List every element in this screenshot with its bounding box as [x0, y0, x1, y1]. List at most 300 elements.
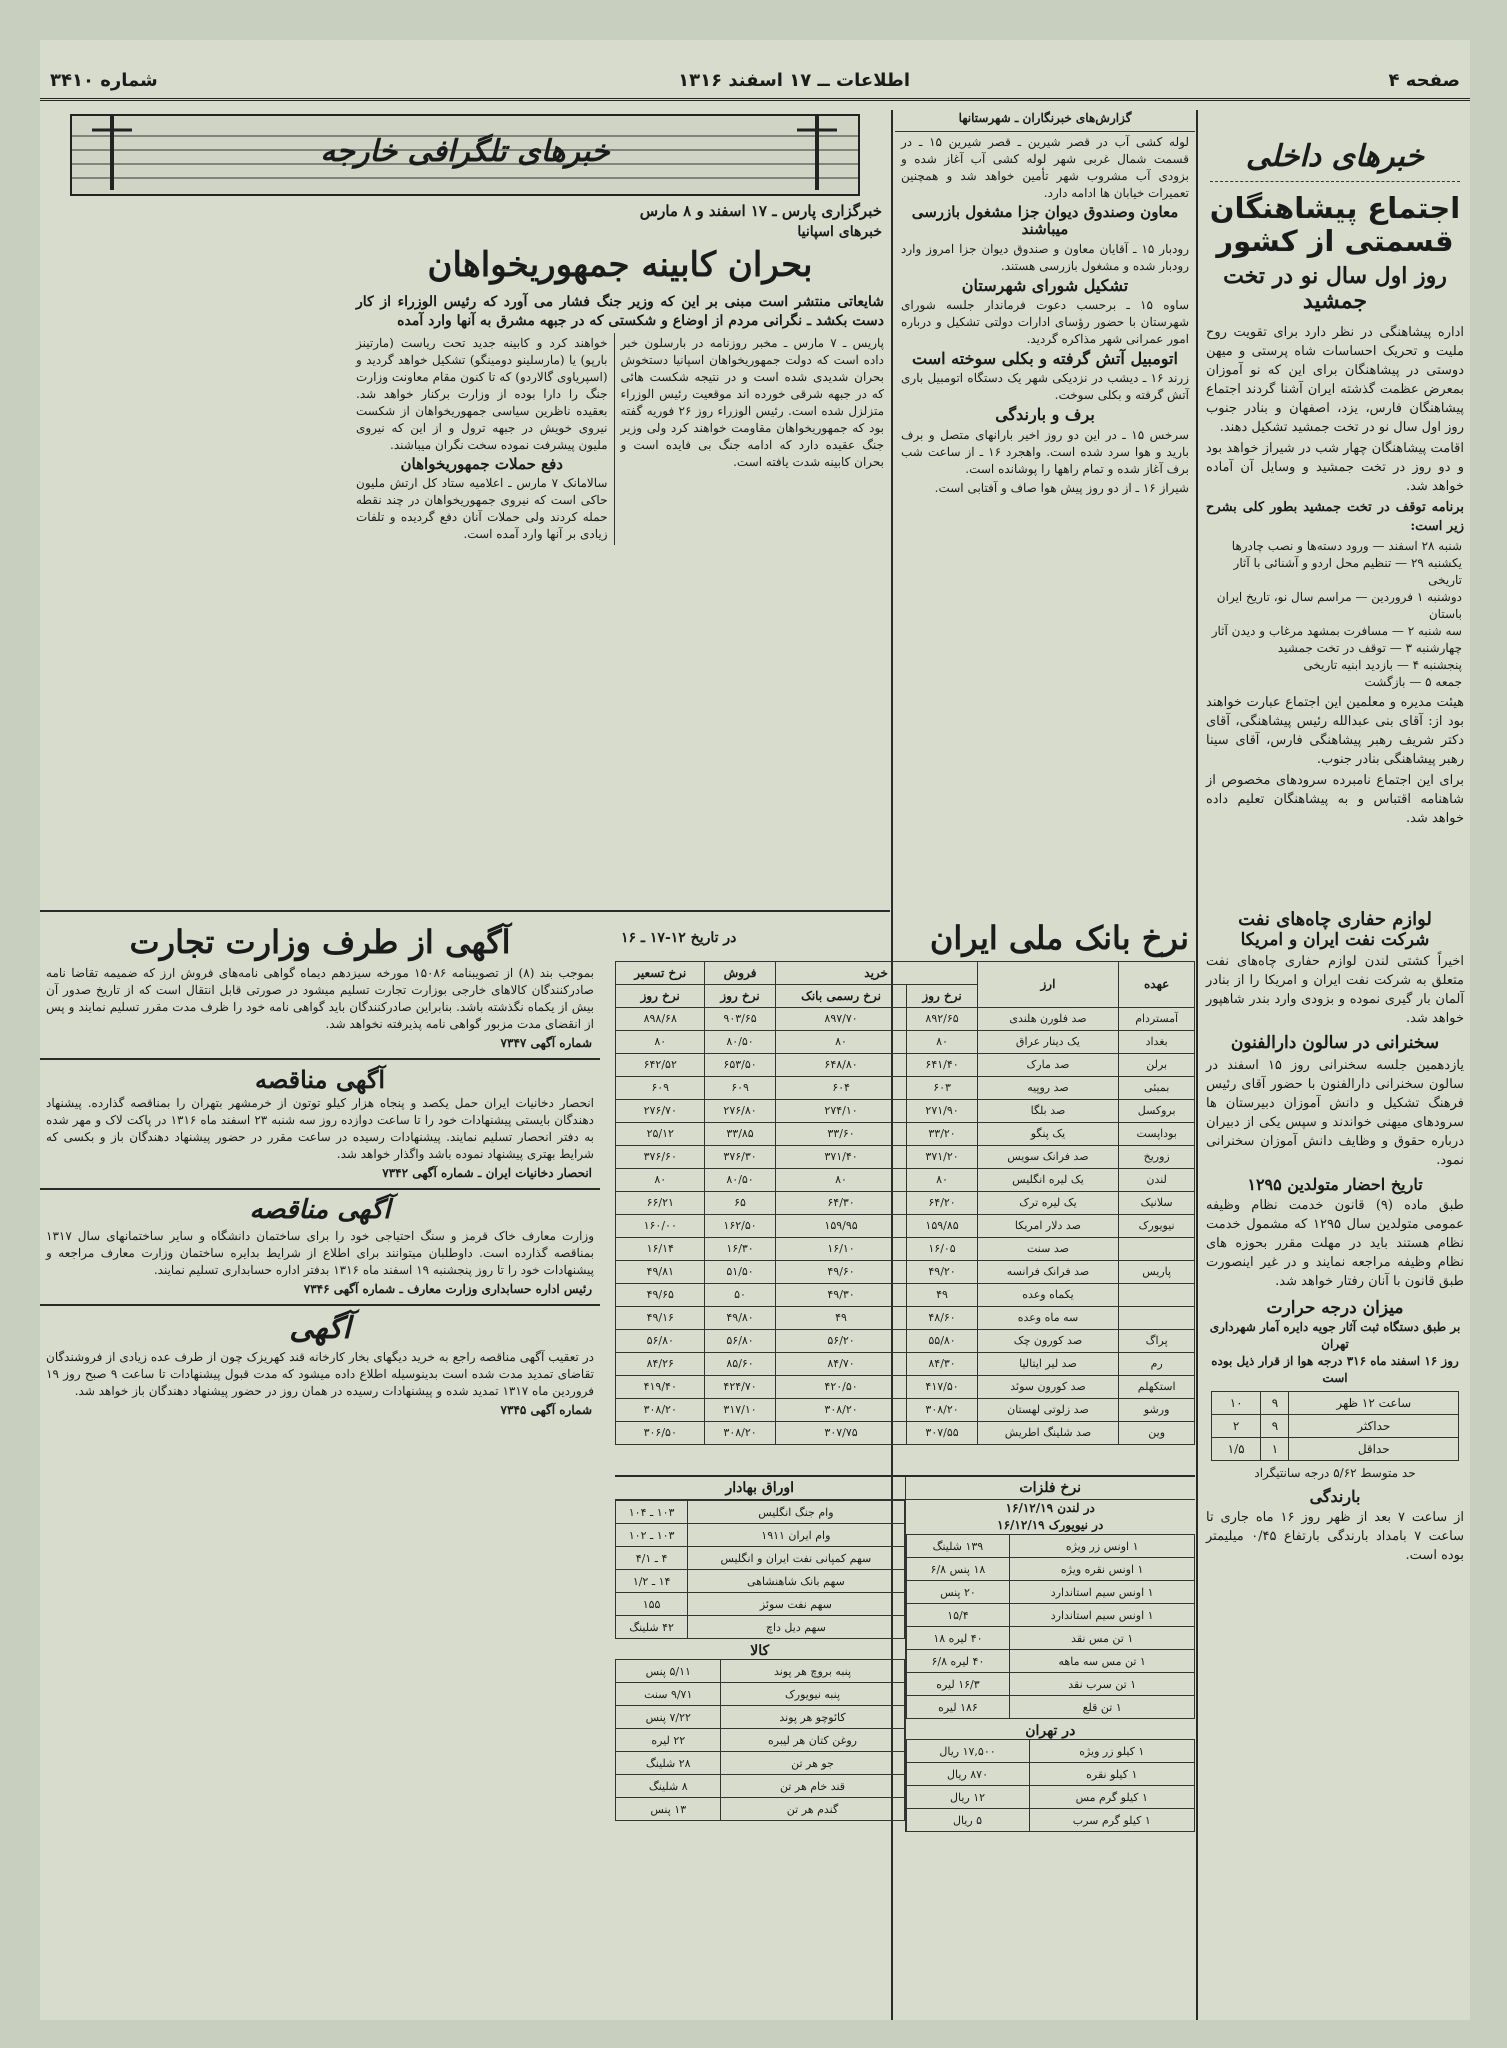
table-cell: ۸۰/۵۰	[705, 1168, 775, 1191]
table-cell: صد مارک	[977, 1053, 1119, 1076]
table-cell: ۳۷۶/۶۰	[616, 1145, 705, 1168]
table-cell: ۳۰۶/۵۰	[616, 1421, 705, 1444]
masthead	[40, 68, 1470, 101]
birth-text: طبق ماده (۹) قانون خدمت نظام وظیفه عمومی متولدین سال ۱۲۹۵ که مشمول خدمت نظام هستند باید در مهلت مقرر بحوزه های نظام وظیفه مراجعه نمایند و در غیر اینصورت طبق قانون با آنان رفتار خواهد شد.	[1206, 1198, 1464, 1290]
goods-title: کالا	[750, 1643, 770, 1659]
table-cell: زوریخ	[1119, 1145, 1195, 1168]
table-cell: ۸۹۸/۶۸	[616, 1007, 705, 1030]
domestic-paragraph: هیئت مدیره و معلمین این اجتماع عبارت خواهند بود از: آقای بنی عبدالله رئیس پیشاهنگی، آقای دکتر شریف رهبر پیشاهنگی فارس، آقای سینا رهبر پیشاهنگی بنادر جنوب.	[1206, 694, 1464, 767]
trade-ad-text: بموجب بند (۸) از تصویبنامه ۱۵۰۸۶ مورخه سیزدهم دیماه گواهی نامه‌های فروش ارز که ضمیمه تقاضا نامه صادرکنندگان کالاهای خارجی بوزارت تجارت تسلیم میشود در صورتی قابل انتقال است که از تاریخ صدور آن بیش از یکماه نگذشته باشد. بنابراین صادرکنندگان باید گواهی نامه خود را ظرف مدت مقرر تسلیم نمایند و پس از انقضای مدت مزبور گواهی نامه پذیرفته نخواهد شد.	[46, 965, 595, 1031]
table-cell: ۲۲ لیره	[616, 1729, 721, 1752]
foreign-content	[350, 202, 890, 545]
table-cell: ۴۹/۸۱	[616, 1260, 705, 1283]
bank-rates-table	[615, 961, 1195, 1445]
rain-title: بارندگی	[1309, 1486, 1361, 1506]
metals-table	[906, 1534, 1196, 1719]
column-header: نرخ رسمی بانک	[775, 984, 907, 1007]
table-row	[906, 1696, 1195, 1719]
table-cell: ۴۲ شلینگ	[616, 1616, 688, 1639]
table-cell: وام جنگ انگلیس	[688, 1501, 904, 1524]
table-cell: ۴۲۴/۷۰	[705, 1375, 775, 1398]
cities-paragraph: رودبار ۱۵ ـ آقایان معاون و صندوق دیوان جزا امروز وارد رودبار شده و مشغول بازرسی هستند.	[901, 241, 1190, 273]
table-cell: ۸ شلینگ	[616, 1775, 721, 1798]
weather-subtitle-2: روز ۱۶ اسفند ماه ۳۱۶ درجه هوا از قرار ذیل بوده است	[1211, 1353, 1459, 1385]
table-row	[616, 1421, 1195, 1444]
table-row	[616, 1570, 905, 1593]
table-cell: ۸۰	[907, 1030, 977, 1053]
cities-heading: برف و بارندگی	[995, 405, 1095, 425]
table-cell: ۸۴/۲۶	[616, 1352, 705, 1375]
table-row	[616, 1524, 905, 1547]
table-cell: برلن	[1119, 1053, 1195, 1076]
column-header: خرید	[775, 961, 977, 984]
cities-section-title: گزارش‌های خبرنگاران ـ شهرستانها	[895, 110, 1195, 132]
table-cell: ۶۶/۲۱	[616, 1191, 705, 1214]
table-row	[616, 1237, 1195, 1260]
table-cell: ۱ تن قلع	[1010, 1696, 1195, 1719]
news-agency: خبرگزاری پارس ـ ۱۷ اسفند و ۸ مارس	[639, 202, 882, 220]
table-cell: ۴۹/۱۶	[616, 1306, 705, 1329]
table-row	[906, 1558, 1195, 1581]
table-cell: ۴۲۰/۵۰	[775, 1375, 907, 1398]
foreign-banner	[70, 114, 860, 196]
table-cell: ۳۱۷/۱۰	[705, 1398, 775, 1421]
notice-text: در تعقیب آگهی مناقصه راجع به خرید دیگهای بخار کارخانه قند کهریزک چون از طرف عده زیادی از فروشندگان تقاضای تمدید مدت شده است بدینوسیله اطلاع داده میشود که مدت قبول پیشنهادات تا ساعت ۹ صبح روز ۱۹ فروردین ماه ۱۳۱۷ تمدید شده و پیشنهادات رسیده در همان روز در حضور پیشنهاد دهندگان باز خواهد شد.	[46, 1349, 594, 1398]
table-cell: ۲	[1211, 1414, 1261, 1437]
metals-nyc: در نیویورک ۱۶/۱۲/۱۹	[997, 1518, 1104, 1532]
table-cell: ۵۵/۸۰	[907, 1329, 977, 1352]
tender2-footer: رئیس اداره حسابداری وزارت معارف ـ شماره آگهی ۷۳۴۶	[303, 1282, 592, 1297]
table-cell: صد کورون چک	[977, 1329, 1119, 1352]
newspaper-page	[40, 40, 1470, 2020]
column-header: نرخ روز	[705, 984, 775, 1007]
attack-title: دفع حملات جمهوریخواهان	[400, 455, 563, 474]
issue-number: شماره ۳۴۱۰	[50, 70, 158, 91]
table-cell: ۱/۵	[1211, 1437, 1261, 1460]
table-cell: ۱۵۹/۸۵	[907, 1214, 977, 1237]
table-row	[616, 1145, 1195, 1168]
table-cell: ۱۶/۱۴	[616, 1237, 705, 1260]
table-cell: ۸۰	[907, 1168, 977, 1191]
lecture-title: سخنرانی در سالون دارالفنون	[1230, 1033, 1440, 1054]
table-cell: یک پنگو	[977, 1122, 1119, 1145]
column-header: فروش	[705, 961, 775, 984]
table-row	[616, 1099, 1195, 1122]
table-row	[616, 1593, 905, 1616]
table-row	[616, 1660, 905, 1683]
table-cell: ۱ تن سرب نقد	[1010, 1673, 1195, 1696]
table-cell: ۸۰	[616, 1168, 705, 1191]
table-cell: پاریس	[1119, 1260, 1195, 1283]
table-cell: صد فلورن هلندی	[977, 1007, 1119, 1030]
column-header: نرخ روز	[616, 984, 705, 1007]
table-cell: ۴۸/۶۰	[907, 1306, 977, 1329]
cities-heading: اتومبیل آتش گرفته و بکلی سوخته است	[912, 348, 1178, 368]
notice-footer: شماره آگهی ۷۳۴۵	[500, 1402, 592, 1417]
table-cell: ۷/۲۲ پنس	[616, 1706, 721, 1729]
metals-block	[905, 1477, 1196, 1832]
table-cell: ۱۶۲/۵۰	[705, 1214, 775, 1237]
table-cell	[1119, 1237, 1195, 1260]
table-cell: وین	[1119, 1421, 1195, 1444]
table-cell: بمبئی	[1119, 1076, 1195, 1099]
table-cell: ۱۵۹/۹۵	[775, 1214, 907, 1237]
page-number: صفحه ۴	[1388, 70, 1460, 91]
table-cell: ۶۰۹	[705, 1076, 775, 1099]
notice-title: آگهی	[289, 1311, 351, 1347]
table-row	[616, 1030, 1195, 1053]
table-cell: ۵ ریال	[906, 1809, 1029, 1832]
table-cell: قند خام هر تن	[721, 1775, 904, 1798]
table-cell: حداقل	[1289, 1437, 1459, 1460]
ads-column	[40, 920, 600, 1421]
foreign-lead: شایعاتی منتشر است مبنی بر این که وزیر جنگ فشار می آورد که رئیس الوزراء از کار دست بکشد ـ نگرانی مردم از اوضاع و شکستی که در جبهه مشرق به آنها وارد آمده	[356, 294, 884, 330]
issue-date: اطلاعات ــ ۱۷ اسفند ۱۳۱۶	[678, 70, 910, 91]
table-cell: ۳۰۸/۲۰	[775, 1398, 907, 1421]
table-cell: روغن کتان هر لیبره	[721, 1729, 904, 1752]
table-cell: ۴۹/۶۵	[616, 1283, 705, 1306]
table-cell: ۱۰	[1211, 1391, 1261, 1414]
table-row	[616, 1191, 1195, 1214]
table-row	[616, 1076, 1195, 1099]
table-cell: ۴۰ لیره ۶/۸	[906, 1650, 1010, 1673]
bonds-block	[615, 1477, 905, 1832]
bonds-table	[615, 1500, 905, 1639]
table-cell: جو هر تن	[721, 1752, 904, 1775]
table-cell: لندن	[1119, 1168, 1195, 1191]
table-cell: ۶۰۳	[907, 1076, 977, 1099]
table-cell: ۳۳/۶۰	[775, 1122, 907, 1145]
table-row	[616, 1306, 1195, 1329]
table-cell: صد لیر ایتالیا	[977, 1352, 1119, 1375]
table-cell: ۱۴ ـ ۱/۲	[616, 1570, 688, 1593]
table-cell: بروکسل	[1119, 1099, 1195, 1122]
table-cell: ۱ اونس سیم استاندارد	[1010, 1581, 1195, 1604]
table-cell: ۴۹	[907, 1283, 977, 1306]
foreign-headline: بحران کابینه جمهوریخواهان	[427, 245, 813, 285]
table-row	[616, 1053, 1195, 1076]
domestic-news-column	[1200, 110, 1470, 830]
tender1-title: آگهی مناقصه	[254, 1064, 386, 1094]
news-country: خبرهای اسپانیا	[797, 224, 882, 240]
table-cell: صد سنت	[977, 1237, 1119, 1260]
table-cell: ۲۵/۱۲	[616, 1122, 705, 1145]
program-item: چهارشنبه ۳ — توقف در تخت جمشید	[1277, 640, 1462, 655]
table-cell: ۳۰۷/۷۵	[775, 1421, 907, 1444]
table-cell: صد بلگا	[977, 1099, 1119, 1122]
table-cell: ۸۰	[775, 1030, 907, 1053]
domestic-subheadline: روز اول سال نو در تخت جمشید	[1223, 263, 1447, 315]
table-cell: ۴ ـ ۴/۱	[616, 1547, 688, 1570]
table-cell: ۸۴/۷۰	[775, 1352, 907, 1375]
foreign-text: خواهند کرد و کابینه جدید تحت ریاست (مارتینز بارپو) یا (مارسلینو دومینگو) تشکیل خواهد گردید و (اسپریاوی گالاردو) که تا کنون مقام معاونت وزارت جنگ را دارا بوده از وزارت برکنار خواهد شد. بعقیده ناظرین سیاسی جمهوریخواهان از شکست نیروی خویش در جبهه ترول و از این که نیروی ملیون پیشرفت نموده سخت نگران میباشند.	[356, 336, 608, 453]
cities-heading: معاون وصندوق دیوان جزا مشغول بازرسی میباشند	[911, 203, 1179, 239]
table-cell: یک دینار عراق	[977, 1030, 1119, 1053]
goods-table	[615, 1659, 905, 1821]
table-cell: وام ایران ۱۹۱۱	[688, 1524, 904, 1547]
table-cell: ۸۰	[775, 1168, 907, 1191]
foreign-columns	[350, 333, 890, 545]
table-cell: ۸۷۰ ریال	[906, 1763, 1029, 1786]
table-cell: ۱۲ ریال	[906, 1786, 1029, 1809]
foreign-banner-title: خبرهای تلگرافی خارجه	[320, 134, 610, 169]
bank-table-body	[616, 1007, 1195, 1444]
table-cell: صد شلینگ اطریش	[977, 1421, 1119, 1444]
table-cell: یک لیره ترک	[977, 1191, 1119, 1214]
table-cell: ۴۰ لیره ۱۸	[906, 1627, 1010, 1650]
domestic-section-title: خبرهای داخلی	[1245, 139, 1425, 174]
table-cell: ۴۹/۶۰	[775, 1260, 907, 1283]
table-row	[906, 1763, 1195, 1786]
table-row	[906, 1604, 1195, 1627]
foreign-text: پاریس ـ ۷ مارس ـ مخبر روزنامه در بارسلون خبر داده است که دولت جمهوریخواهان اسپانیا دستخوش بحران شدیدی شده است و در نتیجه شکست هائی که در جبهه شرقی خورده اند موقعیت رئیس الوزراء متزلزل شده است. رئیس الوزراء روز ۲۶ فوریه گفته بود که جمهوریخواهان مقاومت خواهند کرد ولی وزیر جنگ عقیده دارد که ادامه جنگ بی فایده است و بحران کابینه شدت یافته است.	[620, 336, 885, 470]
metals-london: در لندن ۱۶/۱۲/۱۹	[1005, 1501, 1095, 1515]
program-item: سه شنبه ۲ — مسافرت بمشهد مرغاب و دیدن آثار	[1211, 623, 1462, 638]
program-item: شنبه ۲۸ اسفند — ورود دسته‌ها و نصب چادرها	[1231, 538, 1462, 553]
table-cell: ۲۷۱/۹۰	[907, 1099, 977, 1122]
table-cell: ۸۹۲/۶۵	[907, 1007, 977, 1030]
domestic-paragraph: اداره پیشاهنگی در نظر دارد برای تقویت روح ملیت و تحریک احساسات شاه پرستی و میهن دوستی در پیشاهنگان برای این که نو آموزان بمعرض عظمت گذشته ایران آشنا گردند اجتماع پیشاهنگان فارس، یزد، اصفهان و بنادر جنوب روز اول سال نو در تخت جمشید تشکیل دهند.	[1206, 324, 1464, 435]
table-row	[906, 1650, 1195, 1673]
tender1-footer: انحصار دخانیات ایران ـ شماره آگهی ۷۳۴۲	[382, 1166, 592, 1181]
table-cell: ساعت ۱۲ ظهر	[1289, 1391, 1459, 1414]
table-cell: ۲۷۶/۸۰	[705, 1099, 775, 1122]
table-cell: ۳۰۸/۲۰	[907, 1398, 977, 1421]
cities-paragraph: سرخس ۱۵ ـ در این دو روز اخیر بارانهای متصل و برف بارید و هوا سرد شده است. واهجرد ۱۶ ـ از ساعت شب برف آغاز شده و تمام راهها را پوشانده است.	[901, 427, 1189, 476]
table-row	[1211, 1391, 1458, 1414]
table-cell: ۶۴۸/۸۰	[775, 1053, 907, 1076]
table-cell: ۳۰۸/۲۰	[616, 1398, 705, 1421]
program-item: یکشنبه ۲۹ — تنظیم محل اردو و آشنائی با آثار تاریخی	[1233, 555, 1462, 587]
table-cell: ۱۶۰/۰۰	[616, 1214, 705, 1237]
table-cell: ۱ کیلو نقره	[1029, 1763, 1194, 1786]
table-cell: ۸۵/۶۰	[705, 1352, 775, 1375]
table-cell: ۲۸ شلینگ	[616, 1752, 721, 1775]
column-header: ارز	[977, 961, 1119, 1007]
tehran-table	[906, 1739, 1196, 1832]
table-cell: ۶۵۳/۵۰	[705, 1053, 775, 1076]
table-cell: ۱۵۵	[616, 1593, 688, 1616]
table-cell: ۴۹/۳۰	[775, 1283, 907, 1306]
table-cell: ۵۱/۵۰	[705, 1260, 775, 1283]
table-row	[1211, 1414, 1458, 1437]
column-header: نرخ تسعیر	[616, 961, 705, 984]
cities-heading: تشکیل شورای شهرستان	[961, 275, 1129, 295]
bank-date: در تاریخ ۱۲-۱۷ ـ ۱۶	[621, 930, 737, 947]
table-cell: صد زلوتی لهستان	[977, 1398, 1119, 1421]
table-cell: ۱ کیلو زر ویژه	[1029, 1740, 1194, 1763]
tehran-title: در تهران	[1025, 1723, 1076, 1739]
table-cell: صد دلار امریکا	[977, 1214, 1119, 1237]
trade-ad-footer: شماره آگهی ۷۳۴۷	[500, 1035, 592, 1050]
table-row	[906, 1673, 1195, 1696]
table-cell: ۱۶/۳ لیره	[906, 1673, 1010, 1696]
table-cell: ۵۶/۲۰	[775, 1329, 907, 1352]
table-cell: ۱۵/۴	[906, 1604, 1010, 1627]
table-cell: ۶۴۱/۴۰	[907, 1053, 977, 1076]
table-cell: حداکثر	[1289, 1414, 1459, 1437]
table-cell	[1119, 1283, 1195, 1306]
table-cell: ۳۷۱/۲۰	[907, 1145, 977, 1168]
table-row	[616, 1283, 1195, 1306]
table-cell: پنبه نیویورک	[721, 1683, 904, 1706]
table-cell: ۴۹/۲۰	[907, 1260, 977, 1283]
table-row	[906, 1809, 1195, 1832]
table-cell: ۹	[1261, 1414, 1289, 1437]
table-cell: ۳۰۷/۵۵	[907, 1421, 977, 1444]
cities-column	[895, 110, 1195, 499]
table-cell: گندم هر تن	[721, 1798, 904, 1821]
domestic-paragraph: برای این اجتماع نامبرده سرودهای مخصوص از شاهنامه اقتباس و به پیشاهنگان تعلیم داده خواهد شد.	[1206, 772, 1464, 826]
table-cell: ۶۴/۲۰	[907, 1191, 977, 1214]
bonds-title: اوراق بهادار	[615, 1477, 905, 1500]
table-cell: ۹۰۳/۶۵	[705, 1007, 775, 1030]
table-cell: صد فرانک سویس	[977, 1145, 1119, 1168]
table-cell	[1119, 1306, 1195, 1329]
table-cell: ۲۷۴/۱۰	[775, 1099, 907, 1122]
foreign-news-column	[40, 110, 890, 545]
table-row	[616, 1352, 1195, 1375]
weather-table	[1211, 1391, 1459, 1461]
table-row	[616, 1122, 1195, 1145]
table-cell: ۶۴۲/۵۲	[616, 1053, 705, 1076]
table-cell: ۶۵	[705, 1191, 775, 1214]
table-cell: ۳۷۶/۳۰	[705, 1145, 775, 1168]
domestic-headline: اجتماع پیشاهنگان قسمتی از کشور	[1209, 190, 1461, 258]
table-row	[616, 1398, 1195, 1421]
table-cell: ۴۱۷/۵۰	[907, 1375, 977, 1398]
table-cell: ۶۴/۳۰	[775, 1191, 907, 1214]
table-cell: ۳۰۸/۲۰	[705, 1421, 775, 1444]
table-cell: ۱۶/۱۰	[775, 1237, 907, 1260]
metals-bonds-grid	[615, 1477, 1195, 1832]
table-row	[616, 1501, 905, 1524]
table-cell: ۱۰۳ ـ ۱۰۲	[616, 1524, 688, 1547]
program-title: برنامه توقف در تخت جمشید بطور کلی بشرح زیر است:	[1206, 499, 1464, 534]
tender2-text: وزارت معارف خاک قرمز و سنگ احتیاجی خود را برای ساختمان دانشگاه و سایر ساختمانهای سال ۱۳۱۷ بمناقصه گذارده است. داوطلبان میتوانند برای اطلاع از شرایط بدایره ساختمان وزارت معارف مراجعه و پیشنهادات خود را تا روز پنجشنبه ۱۹ اسفند ماه ۱۳۱۶ بدفتر اداره حسابداری تسلیم نمایند.	[46, 1229, 594, 1278]
table-cell: آمستردام	[1119, 1007, 1195, 1030]
table-row	[616, 961, 1195, 984]
table-cell: ۳۳/۸۵	[705, 1122, 775, 1145]
bank-header	[615, 920, 1195, 957]
table-cell: ۹	[1261, 1391, 1289, 1414]
table-cell: ۲۷۶/۷۰	[616, 1099, 705, 1122]
table-cell: سهم کمپانی نفت ایران و انگلیس	[688, 1547, 904, 1570]
table-cell: صد روپیه	[977, 1076, 1119, 1099]
table-cell: استکهلم	[1119, 1375, 1195, 1398]
bank-title: نرخ بانک ملی ایران	[929, 919, 1189, 957]
table-cell: ۱ اونس نقره ویژه	[1010, 1558, 1195, 1581]
tender1-text: انحصار دخانیات ایران حمل یکصد و پنجاه هزار کیلو توتون از خرمشهر بتهران را بمناقصه گذارده. پیشنهاد دهندگان بایستی پیشنهادات خود را تا ساعت دوازده روز سه شنبه ۲۳ اسفند ماه ۱۳۱۶ در پاکت لاک و مهر شده به دفتر انحصار تسلیم نمایند. پیشنهادات رسیده در ساعت مقرر در حضور پیشنهاد دهندگان باز و بکسی که شرایط بهتری پیشنهاد نموده باشد واگذار خواهد شد.	[46, 1096, 594, 1162]
birth-title: تاریخ احضار متولدین ۱۲۹۵	[1247, 1174, 1423, 1194]
weather-average: حد متوسط ۵/۶۲ درجه سانتیگراد	[1254, 1465, 1416, 1480]
table-cell: ۸۹۷/۷۰	[775, 1007, 907, 1030]
program-item: پنجشنبه ۴ — بازدید ابنیه تاریخی	[1303, 657, 1462, 672]
table-cell: ۱ اونس زر ویژه	[1010, 1535, 1195, 1558]
table-cell: یک لیره انگلیس	[977, 1168, 1119, 1191]
table-cell: ۱۸۶ لیره	[906, 1696, 1010, 1719]
table-cell: سهم دیل داچ	[688, 1616, 904, 1639]
table-row	[906, 1581, 1195, 1604]
table-cell: ۱	[1261, 1437, 1289, 1460]
table-cell: ۵/۱۱ پنس	[616, 1660, 721, 1683]
table-cell: ۵۶/۸۰	[705, 1329, 775, 1352]
table-row	[616, 1616, 905, 1639]
table-cell: ۴۹	[775, 1306, 907, 1329]
table-row	[616, 1775, 905, 1798]
attack-text: سالامانک ۷ مارس ـ اعلامیه ستاد کل ارتش ملیون حاکی است که نیروی جمهوریخواهان در چند نقطه حمله کردند ولی حملات آنان دفع گردیده و تلفات زیادی بر آنها وارد آمده است.	[356, 476, 608, 542]
table-cell: ۵۰	[705, 1283, 775, 1306]
domestic-briefs-column	[1200, 910, 1470, 1567]
oil-subtitle: شرکت نفت ایران و امریکا	[1240, 929, 1430, 950]
oil-title: لوازم حفاری چاه‌های نفت	[1238, 909, 1432, 930]
table-row	[906, 1786, 1195, 1809]
table-cell: بغداد	[1119, 1030, 1195, 1053]
table-row	[616, 1729, 905, 1752]
program-item: دوشنبه ۱ فروردین — مراسم سال نو، تاریخ ایران باستان	[1216, 589, 1462, 621]
table-cell: رم	[1119, 1352, 1195, 1375]
lecture-text: یازدهمین جلسه سخنرانی روز ۱۵ اسفند در سالون سخنرانی دارالفنون با حضور آقای رئیس فرهنگ تشکیل و دانش آموزان دبیرستان ها سرودهای میهنی خواندند و سپس یکی از دبیران درباره حقوق و وظایف دانش آموزان سخنرانی نمود.	[1206, 1057, 1464, 1168]
table-cell: ۴۹/۸۰	[705, 1306, 775, 1329]
table-cell: سلانیک	[1119, 1191, 1195, 1214]
oil-text: اخیراً کشتی لندن لوازم حفاری چاه‌های نفت متعلق به شرکت نفت ایران و امریکا را از بنادر آلمان بار گیری نموده و بزودی وارد بندر شاهپور خواهد شد.	[1206, 954, 1464, 1027]
table-cell: ۱۸ پنس ۶/۸	[906, 1558, 1010, 1581]
table-cell: ۱ تن مس سه ماهه	[1010, 1650, 1195, 1673]
column-header: عهده	[1119, 961, 1195, 1007]
table-row	[616, 1706, 905, 1729]
table-row	[616, 1168, 1195, 1191]
table-cell: ۱۶/۰۵	[907, 1237, 977, 1260]
table-cell: ۱۶/۳۰	[705, 1237, 775, 1260]
table-row	[1211, 1437, 1458, 1460]
table-row	[616, 1547, 905, 1570]
table-cell: پنبه بروچ هر پوند	[721, 1660, 904, 1683]
program-item: جمعه ۵ — بازگشت	[1364, 674, 1462, 689]
bank-rates-section	[615, 920, 1195, 1445]
table-cell: ۱ کیلو گرم مس	[1029, 1786, 1194, 1809]
table-row	[616, 1007, 1195, 1030]
trade-ad-title: آگهی از طرف وزارت تجارت	[129, 923, 511, 961]
table-cell: ۱ تن مس نقد	[1010, 1627, 1195, 1650]
table-cell: ۸۰	[616, 1030, 705, 1053]
table-row	[616, 1798, 905, 1821]
table-row	[616, 1752, 905, 1775]
table-cell: سهم نفت سوئز	[688, 1593, 904, 1616]
table-cell: ۱۷,۵۰۰ ریال	[906, 1740, 1029, 1763]
tender2-title: آگهی مناقصه	[249, 1195, 391, 1226]
table-row	[616, 1375, 1195, 1398]
table-cell: ورشو	[1119, 1398, 1195, 1421]
table-cell: بوداپست	[1119, 1122, 1195, 1145]
table-cell: یکماه وعده	[977, 1283, 1119, 1306]
table-cell: ۴۱۹/۴۰	[616, 1375, 705, 1398]
table-cell: ۱ کیلو گرم سرب	[1029, 1809, 1194, 1832]
table-cell: ۳۳/۲۰	[907, 1122, 977, 1145]
table-cell: ۱۳۹ شلینگ	[906, 1535, 1010, 1558]
domestic-paragraph: اقامت پیشاهنگان چهار شب در شیراز خواهد بود و دو روز در تخت جمشید و وسایل آن آماده خواهد شد.	[1206, 440, 1464, 494]
program-list	[1208, 538, 1462, 691]
table-cell: ۱۳ پنس	[616, 1798, 721, 1821]
rain-text: از ساعت ۷ بعد از ظهر روز ۱۶ ماه جاری تا ساعت ۷ بامداد بارندگی بارتفاع ۰/۴۵ میلیمتر بوده است.	[1206, 1510, 1464, 1564]
table-cell: ۵۶/۸۰	[616, 1329, 705, 1352]
table-cell: ۶۰۹	[616, 1076, 705, 1099]
table-row	[906, 1535, 1195, 1558]
column-header: نرخ روز	[907, 984, 977, 1007]
table-row	[616, 1683, 905, 1706]
table-row	[906, 1740, 1195, 1763]
table-cell: ۸۰/۵۰	[705, 1030, 775, 1053]
table-cell: نیویورک	[1119, 1214, 1195, 1237]
